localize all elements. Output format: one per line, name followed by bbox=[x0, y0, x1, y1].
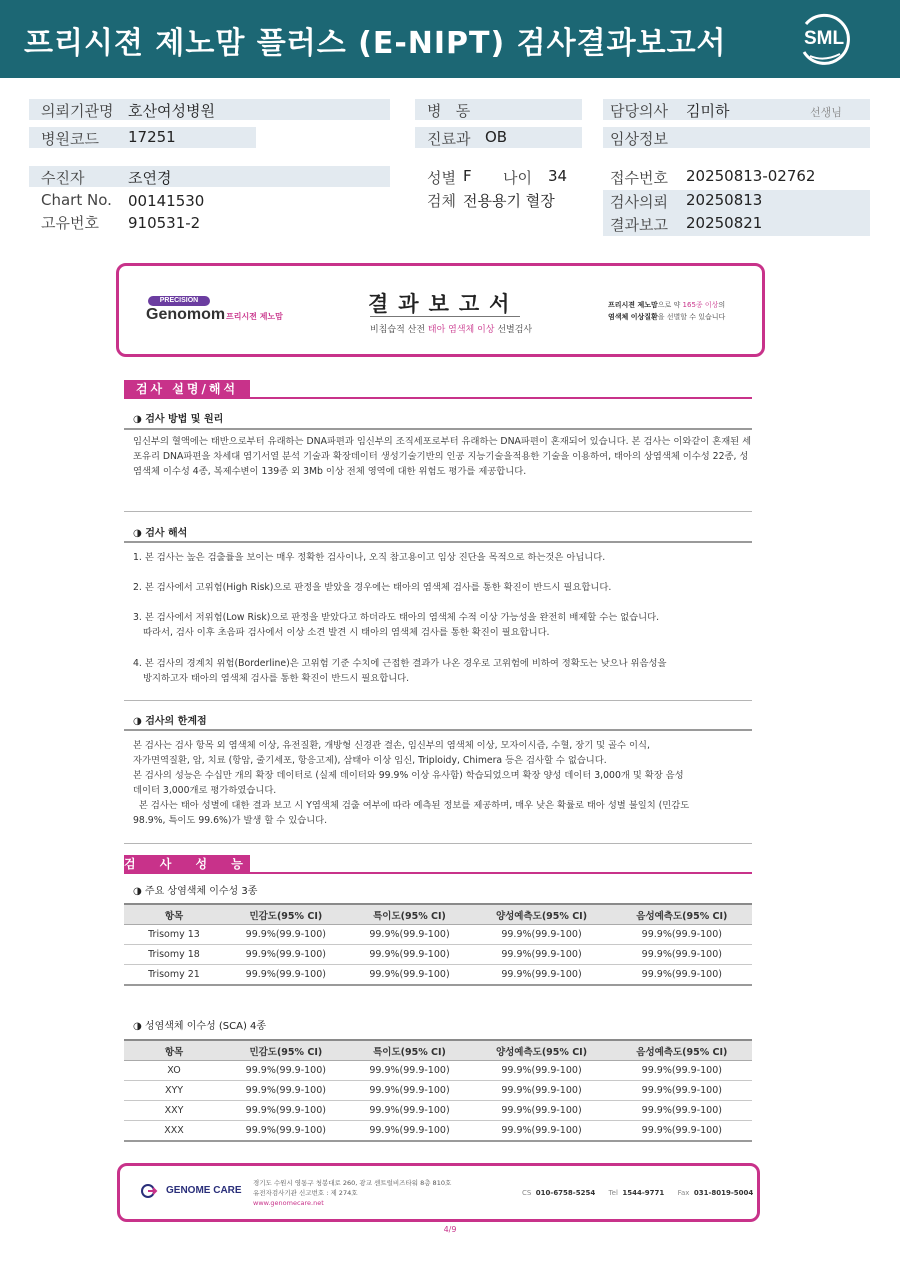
hospital-code-value: 17251 bbox=[128, 128, 176, 146]
table-row bbox=[124, 965, 752, 986]
sex-value: F bbox=[463, 167, 472, 185]
table-cell: 99.9%(99.9-100) bbox=[224, 945, 348, 965]
chart-value: 00141530 bbox=[128, 192, 205, 210]
table-cell: XXX bbox=[124, 1121, 224, 1142]
clinical-label: 임상정보 bbox=[610, 130, 668, 148]
footer-website-link[interactable]: www.genomecare.net bbox=[253, 1199, 324, 1207]
col-header: 음성예측도(95% CI) bbox=[612, 1040, 752, 1061]
page-number: 4/9 bbox=[443, 1225, 457, 1234]
patient-value: 조연경 bbox=[128, 169, 172, 187]
table-cell: 99.9%(99.9-100) bbox=[612, 1121, 752, 1142]
table-cell: 99.9%(99.9-100) bbox=[224, 1121, 348, 1142]
table-cell: Trisomy 21 bbox=[124, 965, 224, 986]
table-cell: 99.9%(99.9-100) bbox=[612, 945, 752, 965]
autosomal-aneuploidy-table bbox=[124, 903, 752, 986]
table-row bbox=[124, 1121, 752, 1142]
col-header: 항목 bbox=[124, 904, 224, 925]
header-bar bbox=[0, 0, 900, 78]
chart-label: Chart No. bbox=[41, 191, 112, 209]
table-cell: 99.9%(99.9-100) bbox=[612, 1081, 752, 1101]
request-value: 20250813 bbox=[686, 191, 763, 209]
report-side-text: 프리시젼 제노맘으로 약 165종 이상의 염색체 이상질환을 선별할 수 있습니다 bbox=[608, 301, 726, 321]
table-cell: 99.9%(99.9-100) bbox=[471, 945, 611, 965]
col-header: 음성예측도(95% CI) bbox=[612, 904, 752, 925]
divider bbox=[124, 511, 752, 512]
table-cell: 99.9%(99.9-100) bbox=[612, 965, 752, 986]
patient-label: 수진자 bbox=[41, 169, 85, 187]
sex-chromosome-aneuploidy-table bbox=[124, 1039, 752, 1142]
table-cell: Trisomy 18 bbox=[124, 945, 224, 965]
page-title: 프리시젼 제노맘 플러스 (E-NIPT) 검사결과보고서 bbox=[24, 26, 727, 61]
age-value: 34 bbox=[548, 167, 568, 185]
table-cell: XO bbox=[124, 1061, 224, 1081]
genome-care-logo-icon bbox=[140, 1183, 162, 1199]
institution-value: 호산여성병원 bbox=[128, 102, 215, 120]
interp-item-3-cont: 따라서, 검사 이후 초음파 검사에서 이상 소견 발견 시 태아의 염색체 검사를 통한 확진이 필요합니다. bbox=[143, 627, 550, 638]
limit-title: ◑ 검사의 한계점 bbox=[133, 716, 207, 727]
interp-item-1: 1. 본 검사는 높은 검출률을 보이는 매우 정확한 검사이나, 오직 참고용이고 임상 진단을 목적으로 하는것은 아닙니다. bbox=[133, 552, 606, 563]
genome-care-logo-text: GENOME CARE bbox=[166, 1185, 242, 1196]
col-header: 특이도(95% CI) bbox=[348, 904, 472, 925]
section-heading-interpretation: 검사 설명/해석 bbox=[124, 380, 250, 398]
doctor-suffix: 선생님 bbox=[810, 106, 842, 119]
col-header: 민감도(95% CI) bbox=[224, 1040, 348, 1061]
report-label: 결과보고 bbox=[610, 216, 668, 234]
receipt-value: 20250813-02762 bbox=[686, 167, 816, 185]
ward-label: 병 동 bbox=[427, 102, 471, 120]
table-cell: 99.9%(99.9-100) bbox=[348, 945, 472, 965]
limit-line-5: 본 검사는 태아 성별에 대한 결과 보고 시 Y염색체 검출 여부에 따라 예측된 정보를 제공하며, 매우 낮은 확률로 태아 성별 불일치 (민감도 bbox=[133, 800, 690, 811]
table-cell: 99.9%(99.9-100) bbox=[348, 1121, 472, 1142]
table-cell: XYY bbox=[124, 1081, 224, 1101]
col-header: 양성예측도(95% CI) bbox=[471, 904, 611, 925]
table-cell: 99.9%(99.9-100) bbox=[224, 1101, 348, 1121]
id-value: 910531-2 bbox=[128, 214, 201, 232]
request-label: 검사의뢰 bbox=[610, 193, 668, 211]
specimen-value: 전용용기 혈장 bbox=[463, 192, 555, 210]
table-cell: 99.9%(99.9-100) bbox=[471, 925, 611, 945]
genomom-logo-sub: 프리시젼 제노맘 bbox=[226, 312, 283, 321]
divider bbox=[124, 700, 752, 701]
method-text: 임신부의 혈액에는 태반으로부터 유래하는 DNA파편과 임신부의 조직세포로부터 유래하는 DNA파편이 혼재되어 있습니다. 본 검사는 이와같이 혼재된 세포유리 DNA파편을 차세대 염기서열 분석 기술과 확장데이터 생성기술기반의 인공 지능기술을적용한 기술을 이용하여, 태아의 상염색체 이수성 22종, 성염색체 이수성 4종, 복제수변이 139종 외 3Mb 이상 전체 영역에 대한 위험도 평가를 제공합니다. bbox=[133, 436, 752, 477]
report-subtitle: 비침습적 산전 태아 염색체 이상 선별검사 bbox=[370, 325, 533, 335]
footer-contact: CS 010-6758-5254 Tel 1544-9771 Fax 031-8019-5004 bbox=[522, 1189, 754, 1197]
table-cell: 99.9%(99.9-100) bbox=[471, 1061, 611, 1081]
interp-item-3: 3. 본 검사에서 저위험(Low Risk)으로 판정을 받았다고 하더라도 태아의 염색체 수적 이상 가능성을 완전히 배제할 수는 없습니다. bbox=[133, 612, 660, 623]
limit-line-6: 98.9%, 특이도 99.6%)가 발생 할 수 있습니다. bbox=[133, 815, 328, 826]
precision-badge: PRECISION bbox=[148, 296, 210, 306]
table-cell: 99.9%(99.9-100) bbox=[348, 1081, 472, 1101]
table-cell: 99.9%(99.9-100) bbox=[471, 1101, 611, 1121]
title-underline bbox=[370, 316, 520, 317]
interp-item-2: 2. 본 검사에서 고위험(High Risk)으로 판정을 받았을 경우에는 태아의 염색체 검사를 통한 확진이 반드시 필요합니다. bbox=[133, 582, 612, 593]
table-cell: 99.9%(99.9-100) bbox=[612, 1061, 752, 1081]
department-label: 진료과 bbox=[427, 130, 471, 148]
col-header: 민감도(95% CI) bbox=[224, 904, 348, 925]
divider bbox=[124, 541, 752, 543]
table-cell: 99.9%(99.9-100) bbox=[348, 1061, 472, 1081]
section-line bbox=[124, 872, 752, 874]
table-row bbox=[124, 925, 752, 945]
doctor-value: 김미하 bbox=[686, 102, 730, 120]
sex-label: 성별 bbox=[427, 169, 456, 187]
interp-item-4: 4. 본 검사의 경계치 위험(Borderline)은 고위험 기준 수치에 근접한 결과가 나온 경우로 고위험에 비하여 정확도는 낮으나 위음성을 bbox=[133, 658, 667, 669]
table-cell: 99.9%(99.9-100) bbox=[612, 1101, 752, 1121]
divider bbox=[124, 843, 752, 844]
interp-title: ◑ 검사 해석 bbox=[133, 528, 188, 539]
table-cell: 99.9%(99.9-100) bbox=[348, 925, 472, 945]
table-cell: 99.9%(99.9-100) bbox=[471, 965, 611, 986]
col-header: 양성예측도(95% CI) bbox=[471, 1040, 611, 1061]
table-row bbox=[124, 1081, 752, 1101]
report-title: 결과보고서 bbox=[368, 292, 520, 316]
table-cell: 99.9%(99.9-100) bbox=[471, 1121, 611, 1142]
divider bbox=[124, 729, 752, 731]
doctor-label: 담당의사 bbox=[610, 102, 668, 120]
table-row bbox=[124, 945, 752, 965]
table-row bbox=[124, 1101, 752, 1121]
table-cell: 99.9%(99.9-100) bbox=[224, 1061, 348, 1081]
sml-logo bbox=[796, 12, 852, 66]
col-header: 특이도(95% CI) bbox=[348, 1040, 472, 1061]
specimen-label: 검체 bbox=[427, 192, 456, 210]
table1-title: ◑ 주요 상염색체 이수성 3종 bbox=[133, 886, 258, 897]
table-cell: 99.9%(99.9-100) bbox=[612, 925, 752, 945]
table-cell: XXY bbox=[124, 1101, 224, 1121]
age-label: 나이 bbox=[503, 169, 532, 187]
table2-title: ◑ 성염색체 이수성 (SCA) 4종 bbox=[133, 1021, 267, 1032]
section-heading-performance: 검 사 성 능 bbox=[124, 857, 253, 871]
id-label: 고유번호 bbox=[41, 214, 99, 232]
interp-item-4-cont: 방지하고자 태아의 염색체 검사를 통한 확진이 반드시 필요합니다. bbox=[143, 673, 410, 684]
col-header: 항목 bbox=[124, 1040, 224, 1061]
table-row bbox=[124, 1061, 752, 1081]
limit-line-2: 자가면역질환, 암, 치료 (항암, 줄기세포, 항응고제), 삼태아 이상 임신, Triploidy, Chimera 등은 검사할 수 없습니다. bbox=[133, 755, 607, 766]
table-cell: 99.9%(99.9-100) bbox=[348, 965, 472, 986]
institution-label: 의뢰기관명 bbox=[41, 102, 114, 120]
table-header-row bbox=[124, 1040, 752, 1061]
sml-logo-text: SML bbox=[803, 28, 845, 49]
receipt-label: 접수번호 bbox=[610, 169, 668, 187]
section-line bbox=[124, 397, 752, 399]
table-cell: 99.9%(99.9-100) bbox=[348, 1101, 472, 1121]
limit-line-4: 데이터 3,000개로 평가하였습니다. bbox=[133, 785, 277, 796]
table-cell: Trisomy 13 bbox=[124, 925, 224, 945]
table-cell: 99.9%(99.9-100) bbox=[471, 1081, 611, 1101]
table-cell: 99.9%(99.9-100) bbox=[224, 925, 348, 945]
limit-line-1: 본 검사는 검사 항목 외 염색체 이상, 유전질환, 개방형 신경관 결손, 임신부의 염색체 이상, 모자이시즘, 수혈, 장기 및 골수 이식, bbox=[133, 740, 650, 751]
table-header-row bbox=[124, 904, 752, 925]
divider bbox=[124, 428, 752, 430]
genomom-logo: Genomom bbox=[146, 306, 226, 323]
limit-line-3: 본 검사의 성능은 수십만 개의 확장 데이터로 (실제 데이터와 99.9% 이상 유사함) 학습되었으며 확장 양성 데이터 3,000개 및 확장 음성 bbox=[133, 770, 684, 781]
report-value: 20250821 bbox=[686, 214, 763, 232]
hospital-code-label: 병원코드 bbox=[41, 130, 99, 148]
table-cell: 99.9%(99.9-100) bbox=[224, 965, 348, 986]
department-value: OB bbox=[485, 128, 508, 146]
footer-address: 경기도 수원시 영통구 청봉대로 260, 광교 센트럴비즈타워 8층 810호 유전자검사기관 신고번호 : 제 274호 www.genomecare.net bbox=[253, 1179, 452, 1207]
table-cell: 99.9%(99.9-100) bbox=[224, 1081, 348, 1101]
method-title: ◑ 검사 방법 및 원리 bbox=[133, 414, 224, 425]
